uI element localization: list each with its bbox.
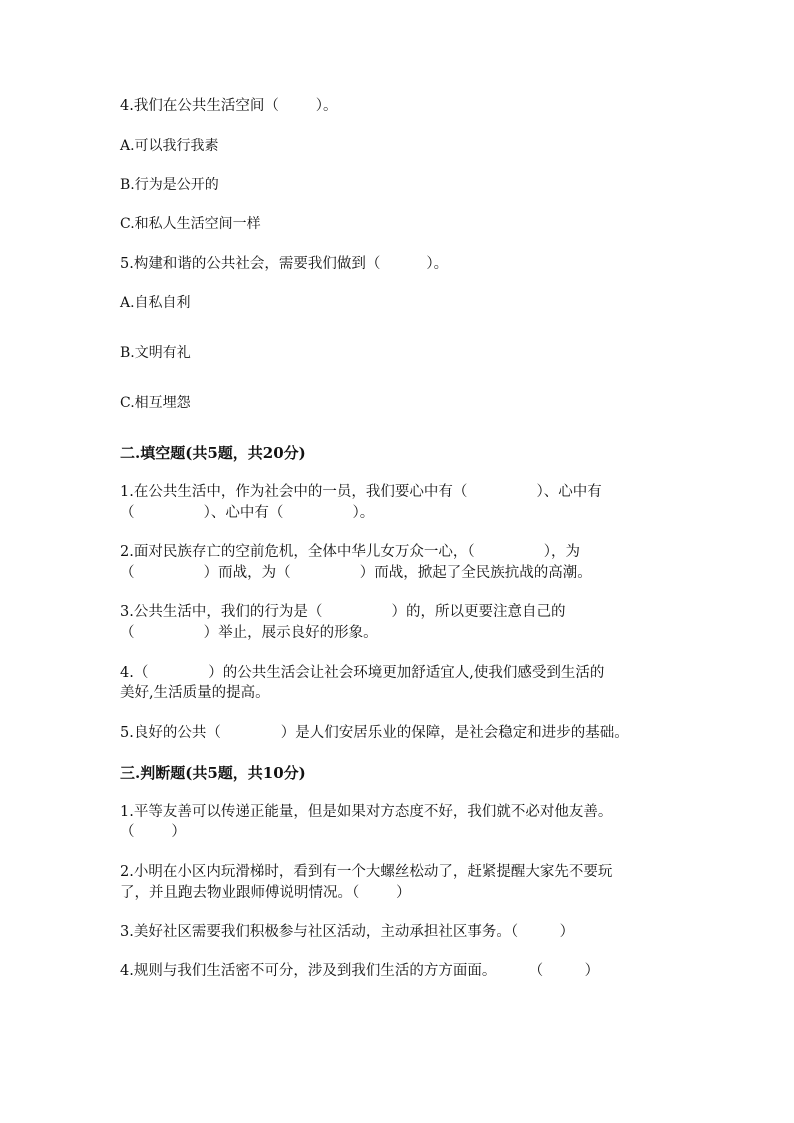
judge-q3-line-1: 3.美好社区需要我们积极参与社区活动，主动承担社区事务。（ ） bbox=[120, 924, 575, 940]
question-4-option-c: C.和私人生活空间一样 bbox=[120, 216, 261, 232]
fill-q1-line-2: （ ）、心中有（ ）。 bbox=[120, 505, 375, 521]
question-5-option-b: B.文明有礼 bbox=[120, 345, 191, 361]
judge-q4-line-1: 4.规则与我们生活密不可分，涉及到我们生活的方方面面。 （ ） bbox=[120, 963, 600, 979]
question-5-stem: 5.构建和谐的公共社会，需要我们做到（ ）。 bbox=[120, 256, 449, 272]
fill-section-heading: 二.填空题(共5题，共20分) bbox=[120, 444, 306, 462]
question-4-stem: 4.我们在公共生活空间（ ）。 bbox=[120, 98, 338, 114]
fill-q2-line-1: 2.面对民族存亡的空前危机，全体中华儿女万众一心，（ ），为 bbox=[120, 544, 580, 560]
question-4-option-a: A.可以我行我素 bbox=[120, 138, 219, 154]
fill-q4-line-2: 美好,生活质量的提高。 bbox=[120, 685, 270, 701]
question-5-option-a: A.自私自利 bbox=[120, 295, 191, 311]
fill-q3-line-1: 3.公共生活中，我们的行为是（ ）的，所以更要注意自己的 bbox=[120, 604, 566, 620]
fill-q1-line-1: 1.在公共生活中，作为社会中的一员，我们要心中有（ ）、心中有 bbox=[120, 484, 602, 500]
judge-section-heading: 三.判断题(共5题，共10分) bbox=[120, 764, 306, 782]
question-5-option-c: C.相互埋怨 bbox=[120, 395, 191, 411]
fill-q4-line-1: 4.（ ）的公共生活会让社会环境更加舒适宜人,使我们感受到生活的 bbox=[120, 665, 605, 681]
judge-q2-line-2: 了，并且跑去物业跟师傅说明情况。（ ） bbox=[120, 885, 411, 901]
judge-q2-line-1: 2.小明在小区内玩滑梯时，看到有一个大螺丝松动了，赶紧提醒大家先不要玩 bbox=[120, 864, 613, 880]
fill-q3-line-2: （ ）举止，展示良好的形象。 bbox=[120, 625, 378, 641]
fill-q2-line-2: （ ）而战，为（ ）而战，掀起了全民族抗战的高潮。 bbox=[120, 565, 592, 581]
judge-q1-line-2: （ ） bbox=[120, 824, 186, 840]
question-4-option-b: B.行为是公开的 bbox=[120, 177, 219, 193]
fill-q5-line-1: 5.良好的公共（ ）是人们安居乐业的保障，是社会稳定和进步的基础。 bbox=[120, 725, 629, 741]
judge-q1-line-1: 1.平等友善可以传递正能量，但是如果对方态度不好，我们就不必对他友善。 bbox=[120, 804, 613, 820]
